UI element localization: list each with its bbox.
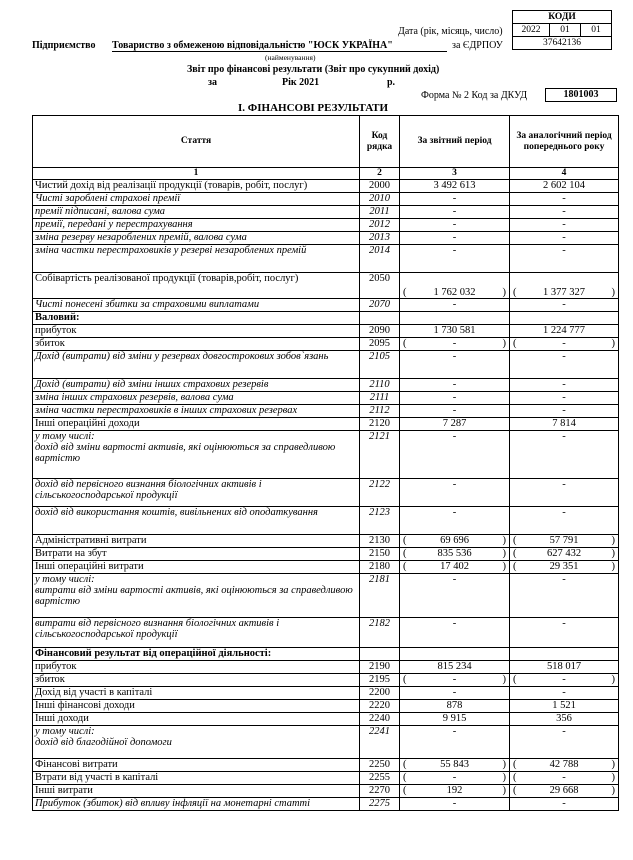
row-label: дохід від використання коштів, вивільнених від оподаткування <box>33 507 360 535</box>
current-period-value <box>400 312 510 325</box>
date-day: 01 <box>581 24 612 37</box>
current-period-value <box>400 772 510 785</box>
row-label: Інші операційні доходи <box>33 418 360 431</box>
row-code: 2220 <box>360 700 400 713</box>
previous-period-value <box>510 548 619 561</box>
table-row <box>33 405 619 418</box>
row-code: 2181 <box>360 574 400 618</box>
table-row <box>33 772 619 785</box>
close-paren: ) <box>502 674 506 685</box>
previous-period-value: 1 521 <box>510 700 619 713</box>
enterprise-label: Підприємство <box>32 40 96 51</box>
col-header-current: За звітний період <box>400 116 510 168</box>
table-row <box>33 507 619 535</box>
row-code: 2112 <box>360 405 400 418</box>
table-row <box>33 193 619 206</box>
row-label: Фінансові витрати <box>33 759 360 772</box>
row-label: Витрати на збут <box>33 548 360 561</box>
table-row <box>33 687 619 700</box>
previous-period-value: 2 602 104 <box>510 180 619 193</box>
previous-period-value: 7 814 <box>510 418 619 431</box>
table-row <box>33 299 619 312</box>
previous-period-value: - <box>510 232 619 245</box>
row-code: 2121 <box>360 431 400 479</box>
previous-period-value: - <box>510 687 619 700</box>
row-label: у тому числі: дохід від благодійної допомоги <box>33 726 360 759</box>
value-text: 69 696 <box>440 535 469 546</box>
previous-period-value <box>510 785 619 798</box>
current-period-value: - <box>400 351 510 379</box>
current-period-value <box>400 548 510 561</box>
row-code: 2000 <box>360 180 400 193</box>
value-text: 627 432 <box>546 548 582 559</box>
table-row <box>33 618 619 648</box>
name-caption: (найменування) <box>265 53 316 62</box>
table-row <box>33 700 619 713</box>
table-row <box>33 561 619 574</box>
table-row <box>33 535 619 548</box>
value-text: - <box>562 772 566 783</box>
col-header-code: Код рядка <box>360 116 400 168</box>
table-row <box>33 431 619 479</box>
previous-period-value: - <box>510 351 619 379</box>
close-paren: ) <box>502 535 506 546</box>
open-paren: ( <box>513 759 517 770</box>
open-paren: ( <box>513 548 517 559</box>
report-title: Звіт про фінансові результати (Звіт про сукупний дохід) <box>187 64 440 75</box>
row-label: збиток <box>33 674 360 687</box>
value-text: - <box>562 338 566 349</box>
current-period-value <box>400 759 510 772</box>
row-label: премії, передані у перестрахування <box>33 219 360 232</box>
row-code: 2182 <box>360 618 400 648</box>
open-paren: ( <box>403 548 407 559</box>
row-label: Дохід від участі в капіталі <box>33 687 360 700</box>
date-year: 2022 <box>513 24 550 37</box>
current-period-value <box>400 338 510 351</box>
row-label: дохід від первісного визнання біологічних активів і сільськогосподарської продукції <box>33 479 360 507</box>
current-period-value: - <box>400 687 510 700</box>
current-period-value: - <box>400 726 510 759</box>
value-text: - <box>452 772 457 783</box>
row-label: прибуток <box>33 661 360 674</box>
previous-period-value: - <box>510 479 619 507</box>
close-paren: ) <box>611 561 615 572</box>
row-code: 2195 <box>360 674 400 687</box>
row-code: 2255 <box>360 772 400 785</box>
row-code: 2011 <box>360 206 400 219</box>
current-period-value: - <box>400 219 510 232</box>
open-paren: ( <box>403 561 407 572</box>
value-text: 42 788 <box>549 759 579 770</box>
row-label: Інші витрати <box>33 785 360 798</box>
open-paren: ( <box>403 287 407 298</box>
row-label: Дохід (витрати) від зміни у резервах довгострокових зобов`язань <box>33 351 360 379</box>
table-row <box>33 232 619 245</box>
table-row <box>33 379 619 392</box>
row-code: 2090 <box>360 325 400 338</box>
row-code <box>360 648 400 661</box>
open-paren: ( <box>403 772 407 783</box>
open-paren: ( <box>403 535 407 546</box>
table-row <box>33 338 619 351</box>
previous-period-value <box>510 759 619 772</box>
row-code: 2111 <box>360 392 400 405</box>
table-row <box>33 418 619 431</box>
current-period-value <box>400 273 510 299</box>
current-period-value: 9 915 <box>400 713 510 726</box>
table-row <box>33 479 619 507</box>
table-row <box>33 574 619 618</box>
row-code: 2070 <box>360 299 400 312</box>
close-paren: ) <box>611 287 615 298</box>
row-label: зміна інших страхових резервів, валова сума <box>33 392 360 405</box>
row-code: 2095 <box>360 338 400 351</box>
row-label: витрати від первісного визнання біологічних активів і сільськогосподарської продукції <box>33 618 360 648</box>
col-number: 1 <box>33 168 360 180</box>
codes-title: КОДИ <box>513 11 612 24</box>
open-paren: ( <box>513 674 517 685</box>
edrpou-label: за ЄДРПОУ <box>452 40 503 51</box>
row-code: 2241 <box>360 726 400 759</box>
previous-period-value <box>510 674 619 687</box>
value-text: 1 762 032 <box>433 287 476 298</box>
open-paren: ( <box>403 759 407 770</box>
row-code: 2013 <box>360 232 400 245</box>
value-text: 835 536 <box>437 548 472 559</box>
table-row <box>33 351 619 379</box>
row-code: 2270 <box>360 785 400 798</box>
previous-period-value: 518 017 <box>510 661 619 674</box>
current-period-value: - <box>400 392 510 405</box>
close-paren: ) <box>611 772 615 783</box>
row-label: Валовий: <box>33 312 360 325</box>
table-body <box>33 180 619 811</box>
row-label: Чисті понесені збитки за страховими виплатами <box>33 299 360 312</box>
close-paren: ) <box>502 759 506 770</box>
current-period-value: 7 287 <box>400 418 510 431</box>
current-period-value: - <box>400 618 510 648</box>
current-period-value: - <box>400 431 510 479</box>
row-code: 2200 <box>360 687 400 700</box>
current-period-value <box>400 785 510 798</box>
row-label: зміна резерву незароблених премій, валова сума <box>33 232 360 245</box>
period: Рік 2021 <box>282 77 320 88</box>
enterprise-name: Товариство з обмеженою відповідальністю "ЮСК УКРАЇНА" <box>112 40 447 52</box>
current-period-value: - <box>400 574 510 618</box>
open-paren: ( <box>513 287 517 298</box>
financial-results-table <box>32 115 619 811</box>
table-row <box>33 674 619 687</box>
close-paren: ) <box>502 338 506 349</box>
current-period-value: 815 234 <box>400 661 510 674</box>
period-suffix: р. <box>387 77 396 88</box>
value-text: - <box>562 674 566 685</box>
current-period-value: 3 492 613 <box>400 180 510 193</box>
row-label: Адміністративні витрати <box>33 535 360 548</box>
table-row <box>33 273 619 299</box>
close-paren: ) <box>502 561 506 572</box>
previous-period-value <box>510 535 619 548</box>
row-code: 2190 <box>360 661 400 674</box>
close-paren: ) <box>502 785 506 796</box>
previous-period-value: - <box>510 726 619 759</box>
current-period-value: - <box>400 479 510 507</box>
table-row <box>33 713 619 726</box>
previous-period-value: - <box>510 798 619 811</box>
row-label: у тому числі: витрати від зміни вартості активів, які оцінюються за справедливою вартістю <box>33 574 360 618</box>
row-code: 2110 <box>360 379 400 392</box>
period-prefix: за <box>208 77 218 88</box>
row-label: Собівартість реалізованої продукції (товарів,робіт, послуг) <box>33 273 360 299</box>
row-code: 2050 <box>360 273 400 299</box>
table-row <box>33 798 619 811</box>
row-label: Дохід (витрати) від зміни інших страхових резервів <box>33 379 360 392</box>
previous-period-value: - <box>510 299 619 312</box>
previous-period-value: - <box>510 431 619 479</box>
value-text: 55 843 <box>440 759 469 770</box>
table-row <box>33 206 619 219</box>
previous-period-value: 1 224 777 <box>510 325 619 338</box>
value-text: 17 402 <box>440 561 469 572</box>
row-code: 2240 <box>360 713 400 726</box>
current-period-value <box>400 535 510 548</box>
close-paren: ) <box>502 287 506 298</box>
row-code <box>360 312 400 325</box>
table-row <box>33 661 619 674</box>
row-code: 2105 <box>360 351 400 379</box>
open-paren: ( <box>513 785 517 796</box>
open-paren: ( <box>403 674 407 685</box>
previous-period-value: - <box>510 618 619 648</box>
current-period-value: - <box>400 299 510 312</box>
table-row <box>33 245 619 273</box>
row-label: Фінансовий результат від операційної діяльності: <box>33 648 360 661</box>
close-paren: ) <box>502 548 506 559</box>
current-period-value: 1 730 581 <box>400 325 510 338</box>
col-number: 3 <box>400 168 510 180</box>
table-row <box>33 219 619 232</box>
current-period-value: - <box>400 405 510 418</box>
codes-table <box>512 10 612 50</box>
row-label: Інші операційні витрати <box>33 561 360 574</box>
row-label: Прибуток (збиток) від впливу інфляції на монетарні статті <box>33 798 360 811</box>
current-period-value: 878 <box>400 700 510 713</box>
current-period-value: - <box>400 798 510 811</box>
date-month: 01 <box>550 24 581 37</box>
row-label: премії підписані, валова сума <box>33 206 360 219</box>
row-label: Інші доходи <box>33 713 360 726</box>
col-header-item: Стаття <box>33 116 360 168</box>
date-label: Дата (рік, місяць, число) <box>398 26 503 37</box>
close-paren: ) <box>611 548 615 559</box>
previous-period-value: - <box>510 245 619 273</box>
table-row <box>33 785 619 798</box>
row-code: 2122 <box>360 479 400 507</box>
previous-period-value <box>510 273 619 299</box>
close-paren: ) <box>611 759 615 770</box>
row-label: Чистий дохід від реалізації продукції (товарів, робіт, послуг) <box>33 180 360 193</box>
table-row <box>33 548 619 561</box>
current-period-value: - <box>400 245 510 273</box>
table-row <box>33 325 619 338</box>
row-label: зміна частки перестраховиків в інших страхових резервах <box>33 405 360 418</box>
current-period-value: - <box>400 193 510 206</box>
value-text: - <box>452 338 457 349</box>
current-period-value <box>400 648 510 661</box>
row-code: 2180 <box>360 561 400 574</box>
previous-period-value: - <box>510 507 619 535</box>
current-period-value <box>400 674 510 687</box>
row-label: прибуток <box>33 325 360 338</box>
row-code: 2010 <box>360 193 400 206</box>
current-period-value: - <box>400 206 510 219</box>
previous-period-value <box>510 772 619 785</box>
col-number: 4 <box>510 168 619 180</box>
col-number: 2 <box>360 168 400 180</box>
row-label: збиток <box>33 338 360 351</box>
previous-period-value <box>510 648 619 661</box>
close-paren: ) <box>611 535 615 546</box>
open-paren: ( <box>513 338 517 349</box>
row-label: Втрати від участі в капіталі <box>33 772 360 785</box>
previous-period-value <box>510 338 619 351</box>
current-period-value: - <box>400 507 510 535</box>
value-text: 1 377 327 <box>543 287 585 298</box>
row-label: Інші фінансові доходи <box>33 700 360 713</box>
open-paren: ( <box>513 561 517 572</box>
close-paren: ) <box>611 674 615 685</box>
previous-period-value: - <box>510 405 619 418</box>
edrpou-code: 37642136 <box>513 37 612 50</box>
previous-period-value <box>510 561 619 574</box>
close-paren: ) <box>611 785 615 796</box>
previous-period-value: - <box>510 219 619 232</box>
row-code: 2123 <box>360 507 400 535</box>
open-paren: ( <box>513 535 517 546</box>
table-row <box>33 648 619 661</box>
previous-period-value <box>510 312 619 325</box>
previous-period-value: - <box>510 392 619 405</box>
table-row <box>33 312 619 325</box>
current-period-value <box>400 561 510 574</box>
table-row <box>33 180 619 193</box>
open-paren: ( <box>403 785 407 796</box>
form-code: 1801003 <box>545 88 617 102</box>
open-paren: ( <box>513 772 517 783</box>
value-text: - <box>452 674 457 685</box>
row-label: у тому числі: дохід від зміни вартості активів, які оцінюються за справедливою вартістю <box>33 431 360 479</box>
col-header-previous: За аналогічний період попереднього року <box>510 116 619 168</box>
row-code: 2012 <box>360 219 400 232</box>
row-code: 2014 <box>360 245 400 273</box>
row-code: 2250 <box>360 759 400 772</box>
row-label: Чисті зароблені страхові премії <box>33 193 360 206</box>
current-period-value: - <box>400 232 510 245</box>
previous-period-value: - <box>510 379 619 392</box>
current-period-value: - <box>400 379 510 392</box>
row-code: 2120 <box>360 418 400 431</box>
open-paren: ( <box>403 338 407 349</box>
previous-period-value: - <box>510 574 619 618</box>
close-paren: ) <box>611 338 615 349</box>
value-text: 29 668 <box>549 785 579 796</box>
table-row <box>33 392 619 405</box>
row-code: 2130 <box>360 535 400 548</box>
value-text: 29 351 <box>549 561 579 572</box>
section-title: І. ФІНАНСОВІ РЕЗУЛЬТАТИ <box>238 102 389 114</box>
row-code: 2150 <box>360 548 400 561</box>
table-row <box>33 759 619 772</box>
row-label: зміна частки перестраховиків у резерві незароблених премій <box>33 245 360 273</box>
previous-period-value: - <box>510 206 619 219</box>
close-paren: ) <box>502 772 506 783</box>
row-code: 2275 <box>360 798 400 811</box>
value-text: 192 <box>446 785 463 796</box>
value-text: 57 791 <box>549 535 579 546</box>
previous-period-value: - <box>510 193 619 206</box>
table-row <box>33 726 619 759</box>
previous-period-value: 356 <box>510 713 619 726</box>
form-label: Форма № 2 Код за ДКУД <box>421 90 528 101</box>
